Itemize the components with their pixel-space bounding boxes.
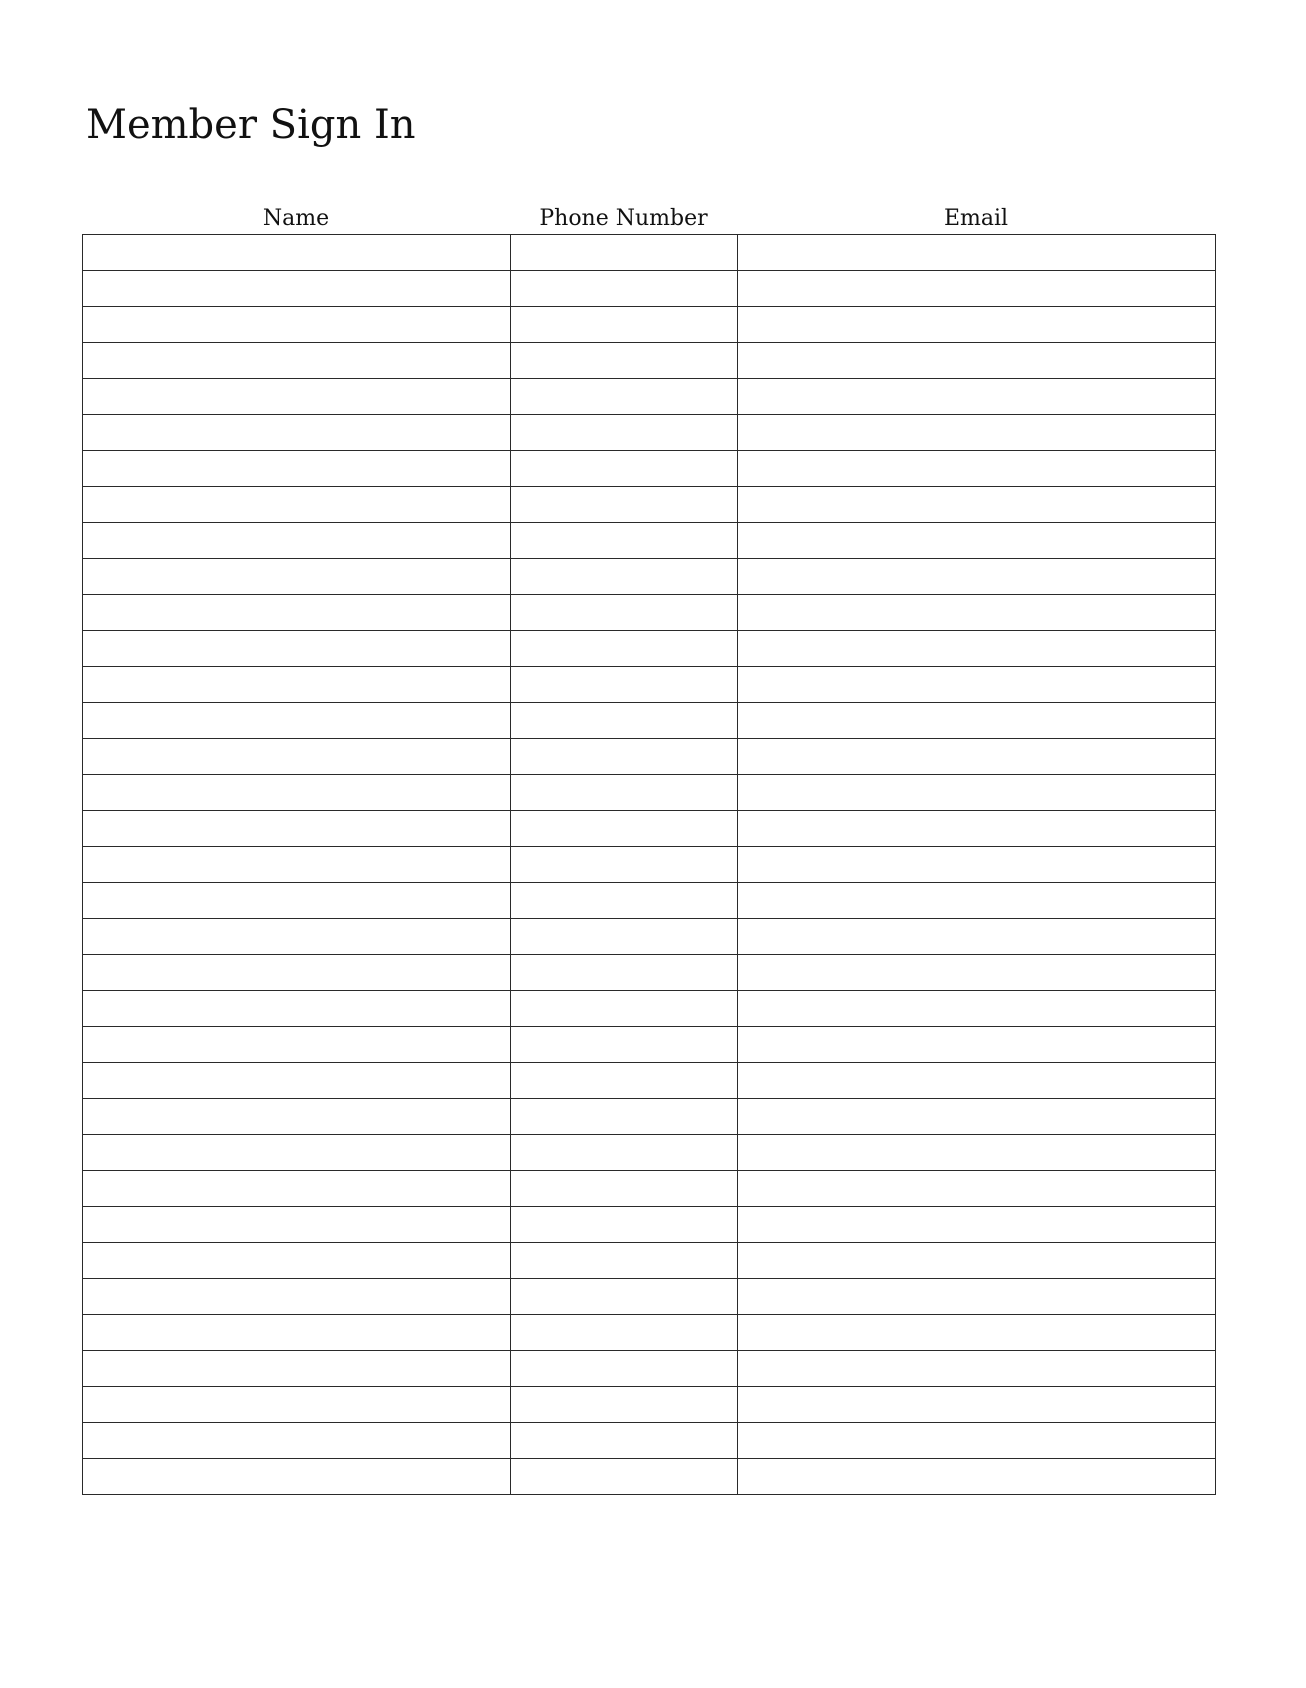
phone-number-cell	[511, 703, 738, 739]
email-cell	[738, 415, 1216, 451]
email-cell	[738, 487, 1216, 523]
name-cell	[83, 1099, 511, 1135]
email-cell	[738, 667, 1216, 703]
email-cell	[738, 1099, 1216, 1135]
email-cell	[738, 271, 1216, 307]
name-cell	[83, 1063, 511, 1099]
table-row	[83, 1459, 1216, 1495]
email-cell	[738, 991, 1216, 1027]
name-cell	[83, 667, 511, 703]
table-row	[83, 847, 1216, 883]
name-cell	[83, 1243, 511, 1279]
phone-number-cell	[511, 379, 738, 415]
table-row	[83, 739, 1216, 775]
email-cell	[738, 883, 1216, 919]
phone-number-cell	[511, 1459, 738, 1495]
name-cell	[83, 703, 511, 739]
phone-number-cell	[511, 883, 738, 919]
sign-in-table-body	[83, 235, 1216, 1495]
email-cell	[738, 703, 1216, 739]
name-cell	[83, 1207, 511, 1243]
table-row	[83, 667, 1216, 703]
name-cell	[83, 847, 511, 883]
table-row	[83, 955, 1216, 991]
email-cell	[738, 1351, 1216, 1387]
email-cell	[738, 1387, 1216, 1423]
table-row	[83, 1207, 1216, 1243]
table-row	[83, 523, 1216, 559]
table-row	[83, 1423, 1216, 1459]
table-row	[83, 343, 1216, 379]
table-row	[83, 559, 1216, 595]
phone-number-cell	[511, 775, 738, 811]
table-row	[83, 271, 1216, 307]
phone-number-cell	[511, 415, 738, 451]
name-cell	[83, 487, 511, 523]
name-cell	[83, 739, 511, 775]
phone-number-cell	[511, 1135, 738, 1171]
email-cell	[738, 1315, 1216, 1351]
name-cell	[83, 775, 511, 811]
email-cell	[738, 1135, 1216, 1171]
phone-number-cell	[511, 811, 738, 847]
email-cell	[738, 1423, 1216, 1459]
table-row	[83, 1099, 1216, 1135]
name-cell	[83, 307, 511, 343]
name-cell	[83, 1279, 511, 1315]
table-row	[83, 415, 1216, 451]
name-cell	[83, 559, 511, 595]
phone-number-cell	[511, 235, 738, 271]
sign-in-table	[82, 234, 1216, 1495]
name-cell	[83, 919, 511, 955]
phone-number-cell	[511, 451, 738, 487]
phone-number-cell	[511, 559, 738, 595]
name-cell	[83, 631, 511, 667]
email-cell	[738, 955, 1216, 991]
phone-number-cell	[511, 307, 738, 343]
name-cell	[83, 343, 511, 379]
name-cell	[83, 1171, 511, 1207]
column-header-email: Email	[943, 206, 1009, 231]
name-cell	[83, 271, 511, 307]
table-row	[83, 1027, 1216, 1063]
email-cell	[738, 1063, 1216, 1099]
email-cell	[738, 379, 1216, 415]
phone-number-cell	[511, 667, 738, 703]
name-cell	[83, 1459, 511, 1495]
name-cell	[83, 991, 511, 1027]
table-row	[83, 1171, 1216, 1207]
name-cell	[83, 883, 511, 919]
name-cell	[83, 955, 511, 991]
phone-number-cell	[511, 1063, 738, 1099]
table-row	[83, 487, 1216, 523]
name-cell	[83, 595, 511, 631]
phone-number-cell	[511, 1243, 738, 1279]
name-cell	[83, 451, 511, 487]
table-row	[83, 811, 1216, 847]
name-cell	[83, 1387, 511, 1423]
phone-number-cell	[511, 343, 738, 379]
phone-number-cell	[511, 919, 738, 955]
table-row	[83, 379, 1216, 415]
table-row	[83, 1387, 1216, 1423]
table-row	[83, 235, 1216, 271]
table-row	[83, 1135, 1216, 1171]
phone-number-cell	[511, 487, 738, 523]
name-cell	[83, 235, 511, 271]
email-cell	[738, 235, 1216, 271]
email-cell	[738, 1171, 1216, 1207]
email-cell	[738, 739, 1216, 775]
phone-number-cell	[511, 1171, 738, 1207]
email-cell	[738, 523, 1216, 559]
table-row	[83, 451, 1216, 487]
email-cell	[738, 1459, 1216, 1495]
table-row	[83, 1351, 1216, 1387]
email-cell	[738, 919, 1216, 955]
table-row	[83, 991, 1216, 1027]
email-cell	[738, 1279, 1216, 1315]
name-cell	[83, 811, 511, 847]
email-cell	[738, 307, 1216, 343]
email-cell	[738, 1207, 1216, 1243]
phone-number-cell	[511, 631, 738, 667]
column-header-phone-number: Phone Number	[539, 206, 708, 231]
phone-number-cell	[511, 991, 738, 1027]
email-cell	[738, 775, 1216, 811]
phone-number-cell	[511, 523, 738, 559]
phone-number-cell	[511, 1315, 738, 1351]
email-cell	[738, 1243, 1216, 1279]
name-cell	[83, 1423, 511, 1459]
email-cell	[738, 847, 1216, 883]
phone-number-cell	[511, 1099, 738, 1135]
phone-number-cell	[511, 1351, 738, 1387]
table-row	[83, 1315, 1216, 1351]
phone-number-cell	[511, 1387, 738, 1423]
phone-number-cell	[511, 955, 738, 991]
table-row	[83, 1243, 1216, 1279]
name-cell	[83, 415, 511, 451]
email-cell	[738, 811, 1216, 847]
name-cell	[83, 1135, 511, 1171]
table-row	[83, 631, 1216, 667]
email-cell	[738, 559, 1216, 595]
table-row	[83, 883, 1216, 919]
name-cell	[83, 1315, 511, 1351]
table-row	[83, 775, 1216, 811]
phone-number-cell	[511, 739, 738, 775]
table-row	[83, 307, 1216, 343]
table-row	[83, 1063, 1216, 1099]
phone-number-cell	[511, 1027, 738, 1063]
email-cell	[738, 631, 1216, 667]
name-cell	[83, 1351, 511, 1387]
table-row	[83, 703, 1216, 739]
phone-number-cell	[511, 1423, 738, 1459]
table-row	[83, 919, 1216, 955]
phone-number-cell	[511, 271, 738, 307]
phone-number-cell	[511, 595, 738, 631]
phone-number-cell	[511, 847, 738, 883]
table-header	[82, 204, 1215, 234]
table-row	[83, 1279, 1216, 1315]
page-title: Member Sign In	[86, 102, 416, 148]
email-cell	[738, 451, 1216, 487]
name-cell	[83, 1027, 511, 1063]
table-row	[83, 595, 1216, 631]
column-header-name: Name	[262, 206, 330, 231]
name-cell	[83, 523, 511, 559]
name-cell	[83, 379, 511, 415]
phone-number-cell	[511, 1279, 738, 1315]
email-cell	[738, 595, 1216, 631]
email-cell	[738, 1027, 1216, 1063]
email-cell	[738, 343, 1216, 379]
phone-number-cell	[511, 1207, 738, 1243]
